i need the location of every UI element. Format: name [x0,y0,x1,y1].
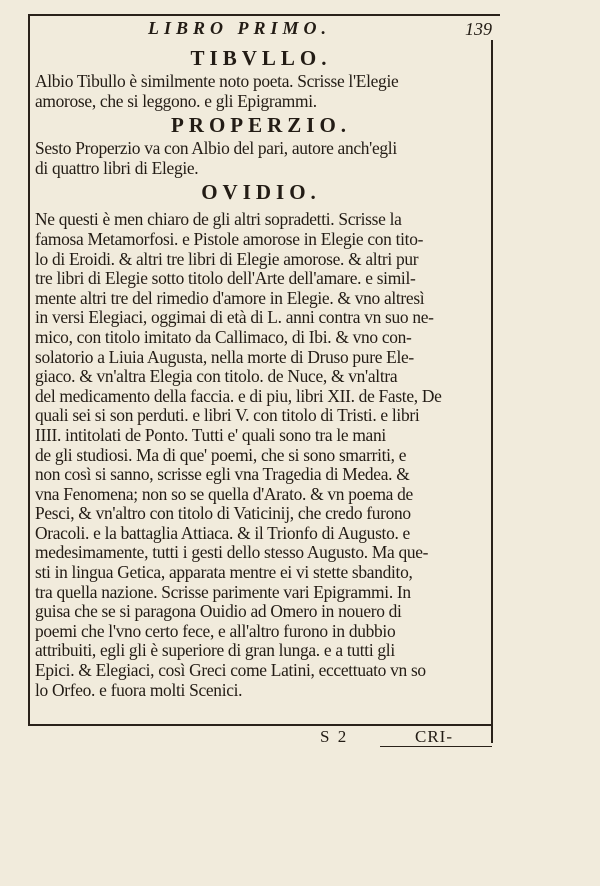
text-line: Pesci, & vn'altro con titolo di Vaticinij, che credo furono [35,503,411,524]
text-line: famosa Metamorfosi. e Pistole amorose in Elegie con tito- [35,228,424,249]
text-line: solatorio a Liuia Augusta, nella morte di Druso pure Ele- [35,346,414,367]
section-heading-ovidio: OVIDIO. [201,180,321,205]
text-line: lo Orfeo. e fuora molti Scenici. [35,679,243,700]
page-body [35,44,487,700]
text-line: mente altri tre del rimedio d'amore in Elegie. & vno altresì [35,287,425,308]
paragraph-ovidio [35,210,487,700]
running-head: LIBRO PRIMO. [148,18,332,38]
text-line: guisa che se si paragona Ouidio ad Omero in nouero di [35,601,402,622]
catchword: CRI- [415,727,453,746]
top-frame-rule [28,14,500,16]
section-heading-tibullo: TIBVLLO. [190,46,332,70]
text-line: vna Fenomena; non so se quella d'Arato. & vn poema de [35,483,413,504]
text-line: Oracoli. e la battaglia Attiaca. & il Trionfo di Augusto. e [35,522,410,543]
text-line: lo di Eroidi. & altri tre libri di Elegie amorose. & altri pur [35,248,419,269]
right-frame-rule [491,40,493,743]
text-line: Epici. & Elegiaci, così Greci come Latini, eccettuato vn so [35,660,426,681]
text-line: tre libri di Elegie sotto titolo dell'Arte dell'amare. e simil- [35,268,416,289]
page-header [30,18,498,44]
text-line: Ne questi è men chiaro de gli altri sopradetti. Scrisse la [35,209,402,230]
paragraph-properzio [35,139,487,178]
text-line: tra quella nazione. Scrisse parimente vari Epigrammi. In [35,581,411,602]
text-line: non così si sanno, scrisse egli vna Tragedia di Medea. & [35,464,410,485]
text-line: poemi che l'vno certo fece, e all'altro furono in dubbio [35,620,396,641]
text-line: in versi Elegiaci, oggimai di età di L. anni contra vn suo ne- [35,307,434,328]
page-number: 139 [465,19,492,39]
text-line: Sesto Properzio va con Albio del pari, autore anch'egli [35,138,397,159]
text-line: Albio Tibullo è similmente noto poeta. Scrisse l'Elegie [35,71,399,91]
text-line: del medicamento della faccia. e di piu, libri XII. de Faste, De [35,385,442,406]
text-line: sti in lingua Getica, apparata mentre ei vi stette sbandito, [35,562,413,583]
text-line: attribuiti, egli gli è superiore di gran lunga. e a tutti gli [35,640,395,661]
text-line: mico, con titolo imitato da Callimaco, di Ibi. & vno con- [35,326,412,347]
text-line: giaco. & vn'altra Elegia con titolo. de Nuce, & vn'altra [35,366,398,387]
text-line: medesimamente, tutti i gesti dello stesso Augusto. Ma que- [35,542,429,563]
left-frame-rule [28,14,30,726]
section-heading-properzio: PROPERZIO. [170,113,352,138]
signature-mark: S 2 [320,727,349,746]
text-line: IIII. intitolati de Ponto. Tutti e' quali sono tra le mani [35,424,386,445]
footer-rule [380,746,492,747]
text-line: quali sei si son perduti. e libri V. con titolo di Tristi. e libri [35,405,420,426]
text-line: amorose, che si leggono. e gli Epigrammi. [35,90,317,111]
paragraph-tibullo [35,72,487,111]
text-line: de gli studiosi. Ma di que' poemi, che si sono smarriti, e [35,444,407,465]
text-line: di quattro libri di Elegie. [35,157,199,178]
